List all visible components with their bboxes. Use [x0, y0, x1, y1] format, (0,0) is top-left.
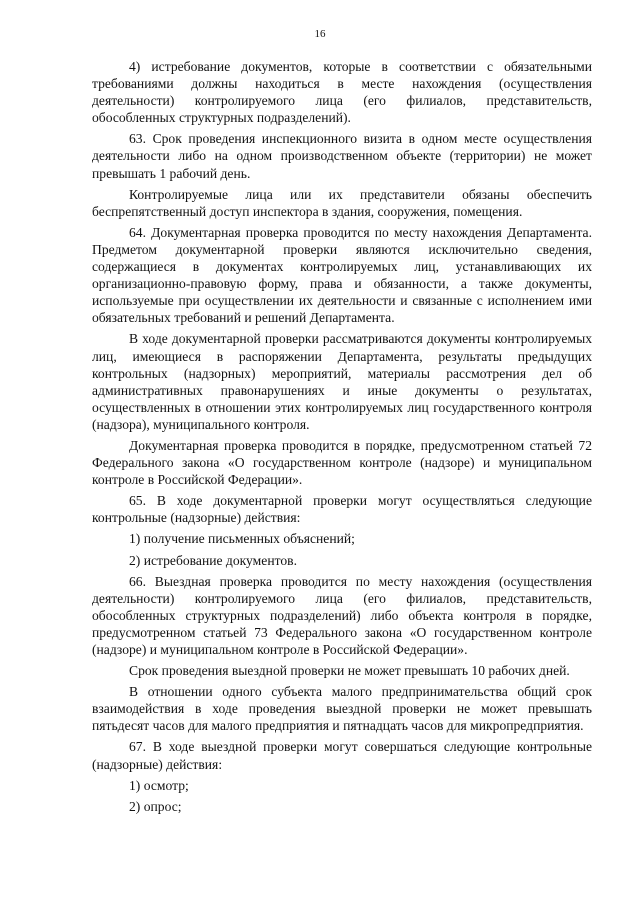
list-item: 1) осмотр;	[129, 777, 189, 793]
paragraph-access: Контролируемые лица или их представители обязаны обеспечить беспрепятственный доступ инспектора в здания, сооружения, помещения.	[92, 186, 592, 219]
list-item: 2) опрос;	[129, 798, 182, 814]
document-body	[92, 58, 592, 819]
paragraph-documentary-review: В ходе документарной проверки рассматриваются документы контролируемых лиц, имеющиеся в распоряжении Департамента, результаты предыдущих контрольных (надзорных) мероприятий, материалы рассмотрения дел об административных правонарушениях и иные документы о результатах, осуществленных в отношении этих контролируемых лиц государственного контроля (надзора), муниципального контроля.	[92, 331, 592, 432]
paragraph-65: 65. В ходе документарной проверки могут осуществляться следующие контрольные (надзорные) действия:	[92, 493, 592, 526]
paragraph-article-72: Документарная проверка проводится в порядке, предусмотренном статьей 72 Федерального закона «О государственном контроле (надзоре) и муниципальном контроле в Российской Федерации».	[92, 437, 592, 488]
paragraph-item-4: 4) истребование документов, которые в соответствии с обязательными требованиями должны находиться в месте нахождения (осуществления деятельности) контролируемого лица (его филиалов, представительств, обособленных структурных подразделений).	[92, 59, 592, 126]
paragraph-small-business: В отношении одного субъекта малого предпринимательства общий срок взаимодействия в ходе проведения выездной проверки не может превышать пятьдесят часов для малого предприятия и пятнадцать часов для микропредприятия.	[92, 684, 592, 734]
list-item: 2) истребование документов.	[129, 552, 297, 568]
paragraph-67: 67. В ходе выездной проверки могут совершаться следующие контрольные (надзорные) действия:	[92, 739, 592, 772]
page-number: 16	[314, 28, 326, 40]
paragraph-66: 66. Выездная проверка проводится по месту нахождения (осуществления деятельности) контролируемого лица (его филиалов, представительств, обособленных структурных подразделений) либо объекта контроля в порядке, предусмотренном статьей 73 Федерального закона «О государственном контроле (надзоре) и муниципальном контроле в Российской Федерации».	[92, 573, 592, 657]
paragraph-63: 63. Срок проведения инспекционного визита в одном месте осуществления деятельности либо на одном производственном объекте (территории) не может превышать 1 рабочий день.	[92, 131, 592, 181]
paragraph-onsite-term: Срок проведения выездной проверки не может превышать 10 рабочих дней.	[129, 663, 570, 679]
paragraph-64: 64. Документарная проверка проводится по месту нахождения Департамента. Предметом документарной проверки являются исключительно сведения, содержащиеся в документах контролируемых лиц, устанавливающих их организационно-правовую форму, права и обязанности, а также документы, используемые при осуществлении их деятельности и связанные с исполнением ими обязательных требований и решений Департамента.	[92, 224, 592, 326]
list-item: 1) получение письменных объяснений;	[129, 531, 355, 547]
